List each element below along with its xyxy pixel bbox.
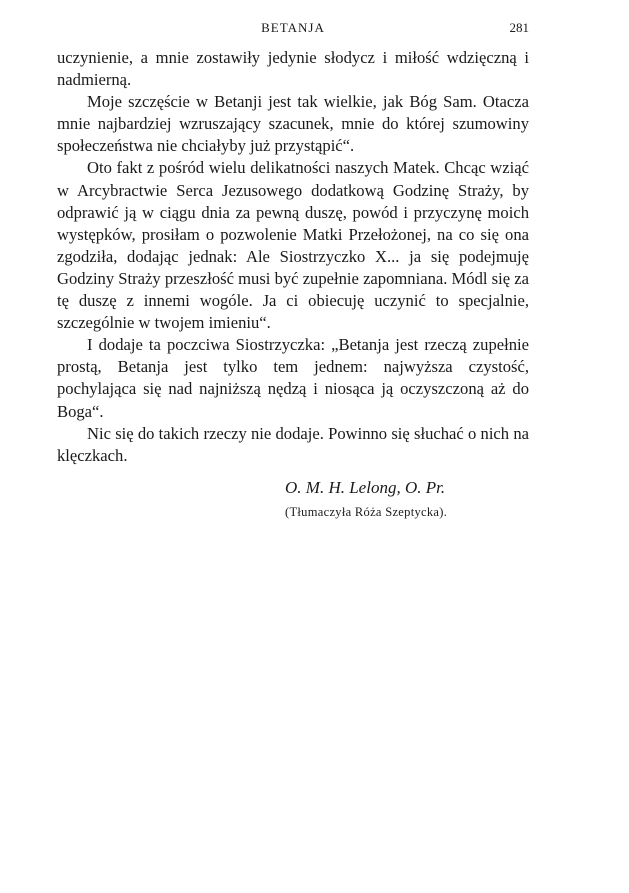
running-head: [57, 20, 529, 38]
paragraph: Nic się do takich rzeczy nie dodaje. Powinno się słuchać o nich na klęczkach.: [57, 423, 529, 465]
paragraph: I dodaje ta poczciwa Siostrzyczka: „Betanja jest rzeczą zupełnie prostą, Betanja jest tylko tem jednem: najwyższa czystość, pochylająca się nad najniższą nędzą i niosąca ją oczyszczoną aż do Boga“.: [57, 335, 529, 421]
translator-credit: (Tłumaczyła Róża Szeptycka).: [285, 504, 448, 519]
paragraph-continuation: uczynienie, a mnie zostawiły jedynie słodycz i miłość wdzięczną i nadmierną.: [57, 48, 529, 90]
page-number: 281: [509, 20, 529, 35]
paragraph: Moje szczęście w Betanji jest tak wielkie, jak Bóg Sam. Otacza mnie najbardziej wzruszający szacunek, mnie do której szumowiny społeczeństwa nie chciałyby już przystąpić“.: [57, 92, 529, 156]
running-title: BETANJA: [261, 20, 325, 35]
author-signature: O. M. H. Lelong, O. Pr.: [285, 477, 446, 497]
paragraph: Oto fakt z pośród wielu delikatności naszych Matek. Chcąc wziąć w Arcybractwie Serca Jezusowego dodatkową Godzinę Straży, by odprawić ją w ciągu dnia za pewną duszę, powód i przyczynę moich występków, prosiłam o pozwolenie Matki Przełożonej, na co się ona zgodziła, dodając jednak: Ale Siostrzyczko X... ja się podejmuję Godziny Straży przeszłość musi być zupełnie zapomniana. Módl się za tę duszę z innemi wogóle. Ja ci obiecuję uczynić to specjalnie, szczególnie w twojem imieniu“.: [57, 158, 529, 333]
body-text: [57, 47, 529, 521]
